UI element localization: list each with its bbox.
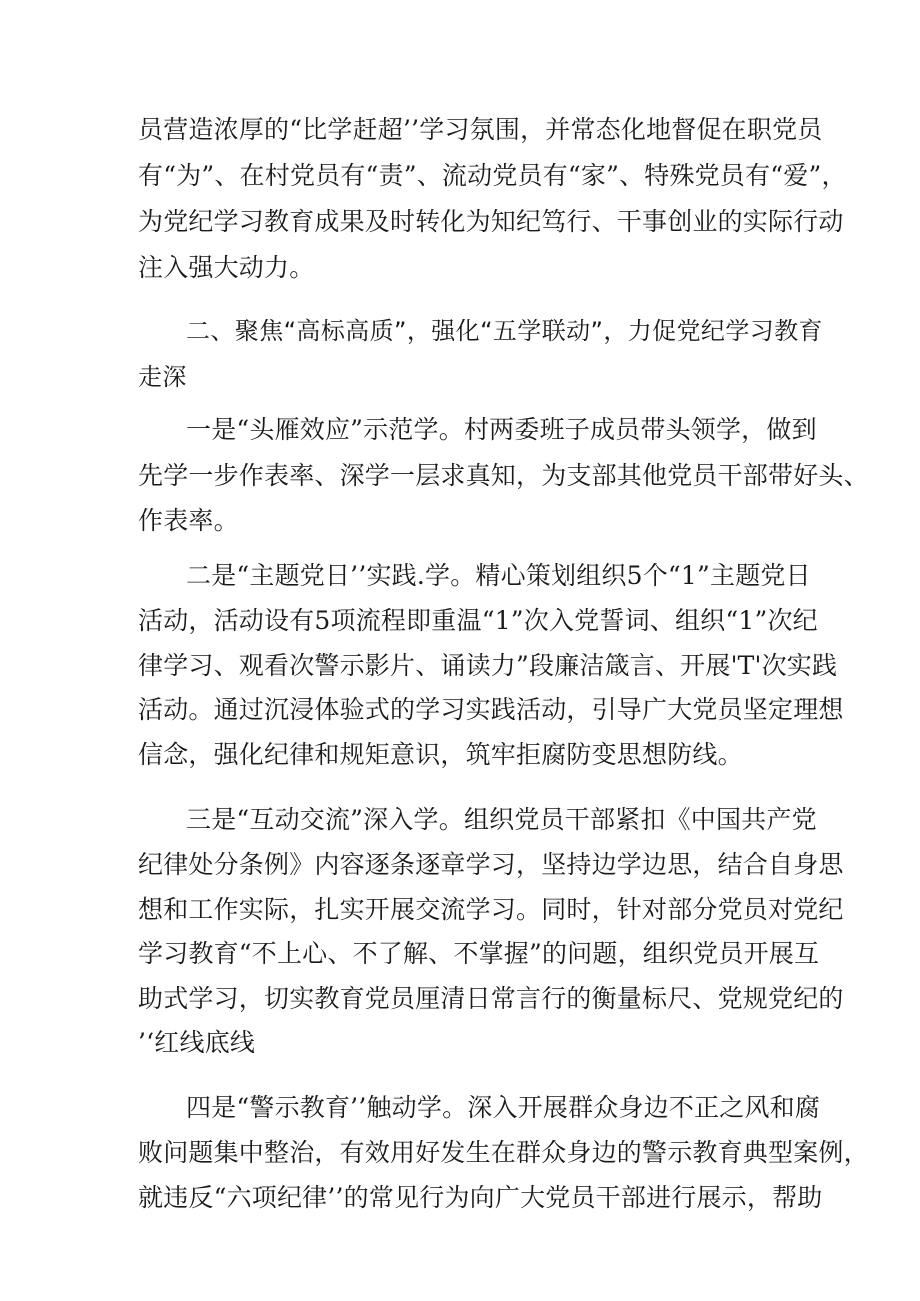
text-line: 四是“警示教育’’触动学。深入开展群众身边不正之风和腐 [186, 1093, 821, 1122]
text-line: 助式学习，切实教育党员厘清日常言行的衡量标尺、党规党纪的 [138, 984, 844, 1013]
text-line: 想和工作实际，扎实开展交流学习。同时，针对部分党员对党纪 [138, 895, 844, 924]
text-line: 为党纪学习教育成果及时转化为知纪笃行、干事创业的实际行动 [138, 207, 844, 236]
text-line: 信念，强化纪律和规矩意识，筑牢拒腐防变思想防线。 [138, 740, 743, 769]
text-line: 员营造浓厚的“比学赶超’’学习氛围，并常态化地督促在职党员 [138, 115, 823, 144]
text-line: 有“为”、在村党员有“责”、流动党员有“家”、特殊党员有“爱”， [138, 161, 847, 190]
text-line: 学习教育“不上心、不了解、不掌握”的问题，组织党员开展互 [138, 939, 820, 968]
text-line: ’‘红线底线 [138, 1028, 256, 1057]
text-line: 败问题集中整治，有效用好发生在群众身边的警示教育典型案例， [138, 1138, 869, 1167]
text-line: 就违反“六项纪律’’的常见行为向广大党员干部进行展示，帮助 [138, 1183, 823, 1212]
heading-line: 走深 [138, 363, 187, 391]
text-line: 活动，活动设有5项流程即重温“1”次入党誓词、组织“1”次纪 [138, 606, 818, 635]
text-line: 纪律处分条例》内容逐条逐章学习，坚持边学边思，结合自身思 [138, 850, 844, 879]
text-line: 三是“互动交流”深入学。组织党员干部紧扣《中国共产党 [186, 805, 817, 834]
text-line: 作表率。 [138, 506, 239, 535]
text-line: 二是“主题党日’’实践.学。精心策划组织5个“1”主题党日 [186, 561, 811, 590]
text-line: 一是“头雁效应”示范学。村两委班子成员带头领学，做到 [186, 415, 817, 444]
text-line: 注入强大动力。 [138, 253, 315, 282]
text-line: 律学习、观看次警示影片、诵读力”段廉洁箴言、开展'T'次实践 [138, 651, 838, 680]
text-line: 先学一步作表率、深学一层求真知，为支部其他党员干部带好头、 [138, 461, 869, 490]
text-line: 活动。通过沉浸体验式的学习实践活动，引导广大党员坚定理想 [138, 695, 844, 724]
heading-line: 二、聚焦“高标高质”，强化“五学联动”，力促党纪学习教育 [186, 317, 823, 345]
